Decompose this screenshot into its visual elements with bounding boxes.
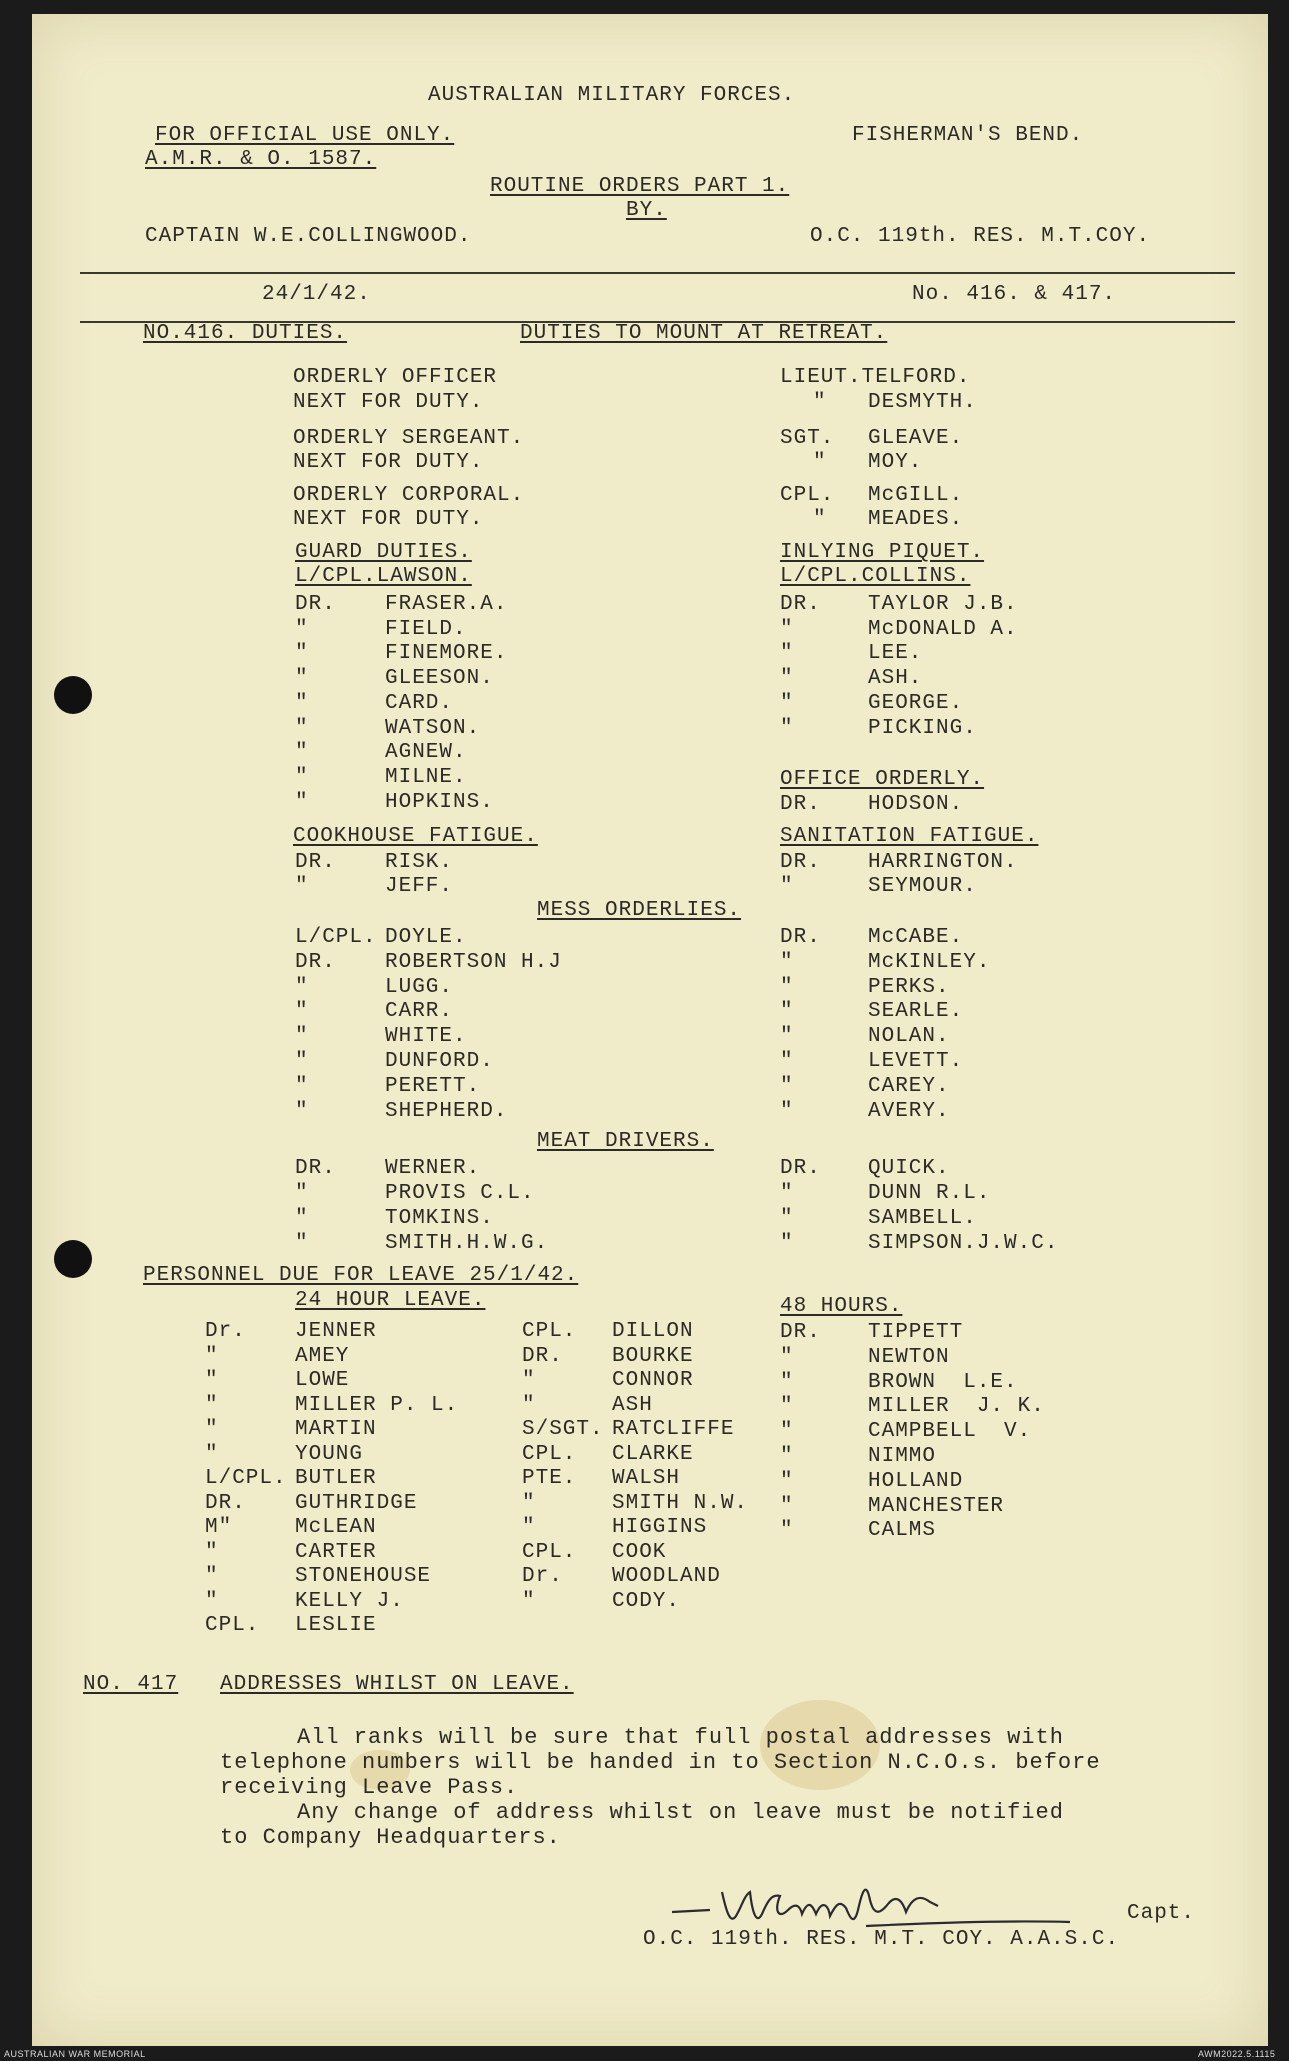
ditto-mark: " [813, 508, 827, 531]
rank: " [780, 1099, 794, 1123]
personnel-name: DILLON [612, 1320, 694, 1343]
rank: " [295, 1050, 309, 1073]
rank: " [205, 1540, 219, 1564]
personnel-name: GUTHRIDGE [295, 1491, 418, 1515]
personnel-name: HOPKINS. [385, 790, 494, 814]
punch-hole [54, 676, 92, 714]
personnel-name: RISK. [385, 851, 454, 874]
unit-oc: O.C. 119th. RES. M.T.COY. [810, 225, 1151, 248]
personnel-name: SMITH.H.W.G. [385, 1232, 549, 1255]
personnel-name: JEFF. [385, 875, 454, 898]
rank: PTE. [522, 1467, 577, 1490]
rank: DR. [780, 851, 821, 874]
orderly-sergeant-name: GLEAVE. [868, 427, 964, 450]
rank: M" [205, 1516, 233, 1539]
rank: " [205, 1418, 219, 1441]
personnel-name: SEYMOUR. [868, 875, 977, 898]
rank: " [295, 1099, 309, 1123]
personnel-name: FRASER.A. [385, 593, 508, 616]
orderly-corporal-label: ORDERLY CORPORAL. [293, 484, 525, 507]
rank: DR. [295, 593, 336, 616]
personnel-name: AMEY [295, 1344, 350, 1368]
ditto-mark: " [813, 451, 827, 474]
leave-24-heading: 24 HOUR LEAVE. [295, 1289, 486, 1312]
personnel-name: DOYLE. [385, 926, 467, 949]
rank: DR. [780, 926, 821, 949]
rank: SGT. [780, 427, 835, 450]
duties-heading: NO.416. DUTIES. [143, 322, 348, 345]
rank: " [780, 1519, 794, 1543]
personnel-name: ASH [612, 1393, 653, 1417]
cookhouse-fatigue-heading: COOKHOUSE FATIGUE. [293, 825, 538, 848]
rank: " [295, 1207, 309, 1230]
personnel-name: DUNFORD. [385, 1050, 494, 1073]
rank: " [295, 975, 309, 999]
rank: Dr. [522, 1565, 563, 1588]
location: FISHERMAN'S BEND. [852, 124, 1084, 147]
personnel-name: LOWE [295, 1369, 350, 1392]
rank: " [780, 1445, 794, 1468]
footer-accession-number: AWM2022.5.1115 [1198, 2049, 1276, 2059]
rank: " [205, 1442, 219, 1466]
rank: " [780, 1469, 794, 1493]
rank: DR. [295, 950, 336, 974]
personnel-name: LESLIE [295, 1614, 377, 1637]
address-line: telephone numbers will be handed in to Section N.C.O.s. before [220, 1750, 1101, 1775]
rank: " [205, 1369, 219, 1392]
personnel-name: SAMBELL. [868, 1207, 977, 1230]
personnel-name: WALSH [612, 1467, 681, 1490]
personnel-name: KELLY J. [295, 1589, 404, 1613]
leave-heading: PERSONNEL DUE FOR LEAVE 25/1/42. [143, 1264, 579, 1287]
order-number: No. 416. & 417. [912, 283, 1117, 306]
footer-archive-name: AUSTRALIAN WAR MEMORIAL [4, 2049, 146, 2059]
rank: " [295, 667, 309, 691]
rank: L/CPL. [295, 926, 377, 949]
rank: DR. [295, 1157, 336, 1180]
personnel-name: FINEMORE. [385, 642, 508, 666]
personnel-name: TAYLOR J.B. [868, 593, 1018, 616]
rank: " [295, 790, 309, 814]
rank: " [522, 1516, 536, 1539]
personnel-name: JENNER [295, 1320, 377, 1343]
rank: " [522, 1369, 536, 1392]
rank: CPL. [522, 1320, 577, 1343]
rank: DR. [780, 1157, 821, 1180]
ditto-mark: " [813, 391, 827, 414]
inlying-piquet-heading: INLYING PIQUET. [780, 541, 985, 564]
rank: " [780, 1207, 794, 1230]
orderly-officer-name: LIEUT.TELFORD. [780, 366, 971, 389]
personnel-name: YOUNG [295, 1442, 364, 1466]
rank: " [780, 642, 794, 666]
rank: " [522, 1491, 536, 1515]
personnel-name: NEWTON [868, 1345, 950, 1369]
personnel-name: WERNER. [385, 1157, 481, 1180]
rank: DR. [780, 793, 821, 816]
personnel-name: CODY. [612, 1589, 681, 1613]
duties-mount-heading: DUTIES TO MOUNT AT RETREAT. [520, 322, 888, 345]
personnel-name: SMITH N.W. [612, 1491, 749, 1515]
orderly-officer-label: ORDERLY OFFICER [293, 366, 498, 389]
rank: " [780, 1050, 794, 1073]
personnel-name: STONEHOUSE [295, 1565, 432, 1588]
rank: DR. [780, 1321, 821, 1344]
leave-48-heading: 48 HOURS. [780, 1295, 903, 1318]
order-date: 24/1/42. [262, 283, 371, 306]
personnel-name: COOK [612, 1540, 667, 1564]
personnel-name: FIELD. [385, 617, 467, 641]
personnel-name: PICKING. [868, 716, 977, 740]
rank: " [295, 1025, 309, 1049]
next-duty-label: NEXT FOR DUTY. [293, 391, 484, 414]
personnel-name: PROVIS C.L. [385, 1182, 535, 1205]
personnel-name: WOODLAND [612, 1565, 721, 1588]
personnel-name: BROWN L.E. [868, 1370, 1018, 1394]
personnel-name: McKINLEY. [868, 950, 991, 974]
rank: " [780, 975, 794, 999]
rank: DR. [522, 1344, 563, 1368]
personnel-name: AVERY. [868, 1099, 950, 1123]
rank: " [295, 1000, 309, 1024]
rank: " [780, 667, 794, 691]
rank: " [780, 1025, 794, 1049]
rank: CPL. [780, 484, 835, 507]
personnel-name: McCABE. [868, 926, 964, 949]
rank: " [295, 691, 309, 715]
routine-orders: ROUTINE ORDERS PART 1. [490, 175, 790, 198]
rank: " [295, 1074, 309, 1098]
rank: " [205, 1393, 219, 1417]
personnel-name: WATSON. [385, 716, 481, 740]
rank: " [780, 691, 794, 715]
rank: Dr. [205, 1320, 246, 1343]
personnel-name: LEE. [868, 642, 923, 666]
next-duty-name: MEADES. [868, 508, 964, 531]
personnel-name: LEVETT. [868, 1050, 964, 1073]
personnel-name: CLARKE [612, 1442, 694, 1466]
rank: L/CPL. [205, 1467, 287, 1490]
personnel-name: GLEESON. [385, 667, 494, 691]
next-duty-label: NEXT FOR DUTY. [293, 451, 484, 474]
rank: " [205, 1565, 219, 1588]
personnel-name: PERKS. [868, 975, 950, 999]
signature-rank: Capt. [1127, 1902, 1196, 1925]
rank: " [780, 617, 794, 641]
office-orderly-name: HODSON. [868, 793, 964, 816]
amr-reference: A.M.R. & O. 1587. [145, 148, 377, 171]
rank: " [295, 741, 309, 765]
personnel-name: RATCLIFFE [612, 1418, 735, 1441]
rank: " [522, 1393, 536, 1417]
personnel-name: WHITE. [385, 1025, 467, 1049]
personnel-name: HIGGINS [612, 1516, 708, 1539]
personnel-name: HARRINGTON. [868, 851, 1018, 874]
rank: " [295, 765, 309, 789]
rank: S/SGT. [522, 1418, 604, 1441]
order-417-number: NO. 417 [83, 1673, 179, 1696]
personnel-name: PERETT. [385, 1074, 481, 1098]
rank: " [780, 1345, 794, 1369]
address-line: receiving Leave Pass. [220, 1775, 519, 1800]
rank: " [295, 617, 309, 641]
rank: DR. [780, 593, 821, 616]
divider [80, 272, 1235, 274]
personnel-name: CONNOR [612, 1369, 694, 1392]
personnel-name: CARTER [295, 1540, 377, 1564]
personnel-name: HOLLAND [868, 1469, 964, 1493]
personnel-name: McDONALD A. [868, 617, 1018, 641]
personnel-name: MILLER P. L. [295, 1393, 459, 1417]
personnel-name: CARD. [385, 691, 454, 715]
mess-orderlies-heading: MESS ORDERLIES. [537, 899, 742, 922]
rank: CPL. [522, 1442, 577, 1466]
rank: " [780, 1232, 794, 1255]
personnel-name: ROBERTSON H.J [385, 950, 562, 974]
rank: " [205, 1589, 219, 1613]
personnel-name: CARR. [385, 1000, 454, 1024]
rank: CPL. [205, 1614, 260, 1637]
personnel-name: QUICK. [868, 1157, 950, 1180]
rank: " [780, 1395, 794, 1419]
personnel-name: McLEAN [295, 1516, 377, 1539]
personnel-name: MANCHESTER [868, 1494, 1005, 1518]
sanitation-fatigue-heading: SANITATION FATIGUE. [780, 825, 1039, 848]
rank: DR. [205, 1491, 246, 1515]
address-line: All ranks will be sure that full postal addresses with [297, 1725, 1064, 1750]
personnel-name: MILNE. [385, 765, 467, 789]
rank: " [780, 1000, 794, 1024]
personnel-name: SIMPSON.J.W.C. [868, 1232, 1059, 1255]
personnel-name: MILLER J. K. [868, 1395, 1045, 1419]
rank: " [780, 1370, 794, 1394]
personnel-name: NOLAN. [868, 1025, 950, 1049]
rank: " [295, 716, 309, 740]
official-use-note: FOR OFFICIAL USE ONLY. [155, 124, 455, 147]
orderly-sergeant-label: ORDERLY SERGEANT. [293, 427, 525, 450]
document-title: AUSTRALIAN MILITARY FORCES. [428, 84, 796, 107]
personnel-name: BOURKE [612, 1344, 694, 1368]
rank: " [295, 1182, 309, 1205]
piquet-lead: L/CPL.COLLINS. [780, 565, 971, 588]
rank: " [205, 1344, 219, 1368]
rank: " [780, 1074, 794, 1098]
personnel-name: BUTLER [295, 1467, 377, 1490]
personnel-name: TOMKINS. [385, 1207, 494, 1230]
guard-duties-heading: GUARD DUTIES. [295, 541, 472, 564]
rank: " [780, 1420, 794, 1444]
rank: " [780, 950, 794, 974]
personnel-name: MARTIN [295, 1418, 377, 1441]
personnel-name: SEARLE. [868, 1000, 964, 1024]
rank: " [295, 642, 309, 666]
rank: " [295, 875, 309, 898]
orderly-corporal-name: McGILL. [868, 484, 964, 507]
personnel-name: AGNEW. [385, 741, 467, 765]
personnel-name: CAREY. [868, 1074, 950, 1098]
rank: " [295, 1232, 309, 1255]
rank: " [780, 1182, 794, 1205]
rank: " [780, 875, 794, 898]
office-orderly-heading: OFFICE ORDERLY. [780, 768, 985, 791]
captain-name: CAPTAIN W.E.COLLINGWOOD. [145, 225, 472, 248]
rank: " [522, 1589, 536, 1613]
address-line: Any change of address whilst on leave must be notified [297, 1800, 1064, 1825]
by-label: BY. [626, 199, 667, 222]
next-duty-label: NEXT FOR DUTY. [293, 508, 484, 531]
punch-hole [54, 1240, 92, 1278]
personnel-name: NIMMO [868, 1445, 937, 1468]
rank: " [780, 1494, 794, 1518]
rank: CPL. [522, 1540, 577, 1564]
guard-lead: L/CPL.LAWSON. [295, 565, 472, 588]
personnel-name: CALMS [868, 1519, 937, 1543]
personnel-name: DUNN R.L. [868, 1182, 991, 1205]
addresses-heading: ADDRESSES WHILST ON LEAVE. [220, 1673, 574, 1696]
next-duty-name: DESMYTH. [868, 391, 977, 414]
rank: " [780, 716, 794, 740]
personnel-name: ASH. [868, 667, 923, 691]
signature-block: O.C. 119th. RES. M.T. COY. A.A.S.C. [643, 1928, 1120, 1951]
next-duty-name: MOY. [868, 451, 923, 474]
personnel-name: TIPPETT [868, 1321, 964, 1344]
rank: DR. [295, 851, 336, 874]
personnel-name: SHEPHERD. [385, 1099, 508, 1123]
address-line: to Company Headquarters. [220, 1825, 561, 1850]
personnel-name: CAMPBELL V. [868, 1420, 1032, 1444]
meat-drivers-heading: MEAT DRIVERS. [537, 1130, 714, 1153]
personnel-name: LUGG. [385, 975, 454, 999]
personnel-name: GEORGE. [868, 691, 964, 715]
